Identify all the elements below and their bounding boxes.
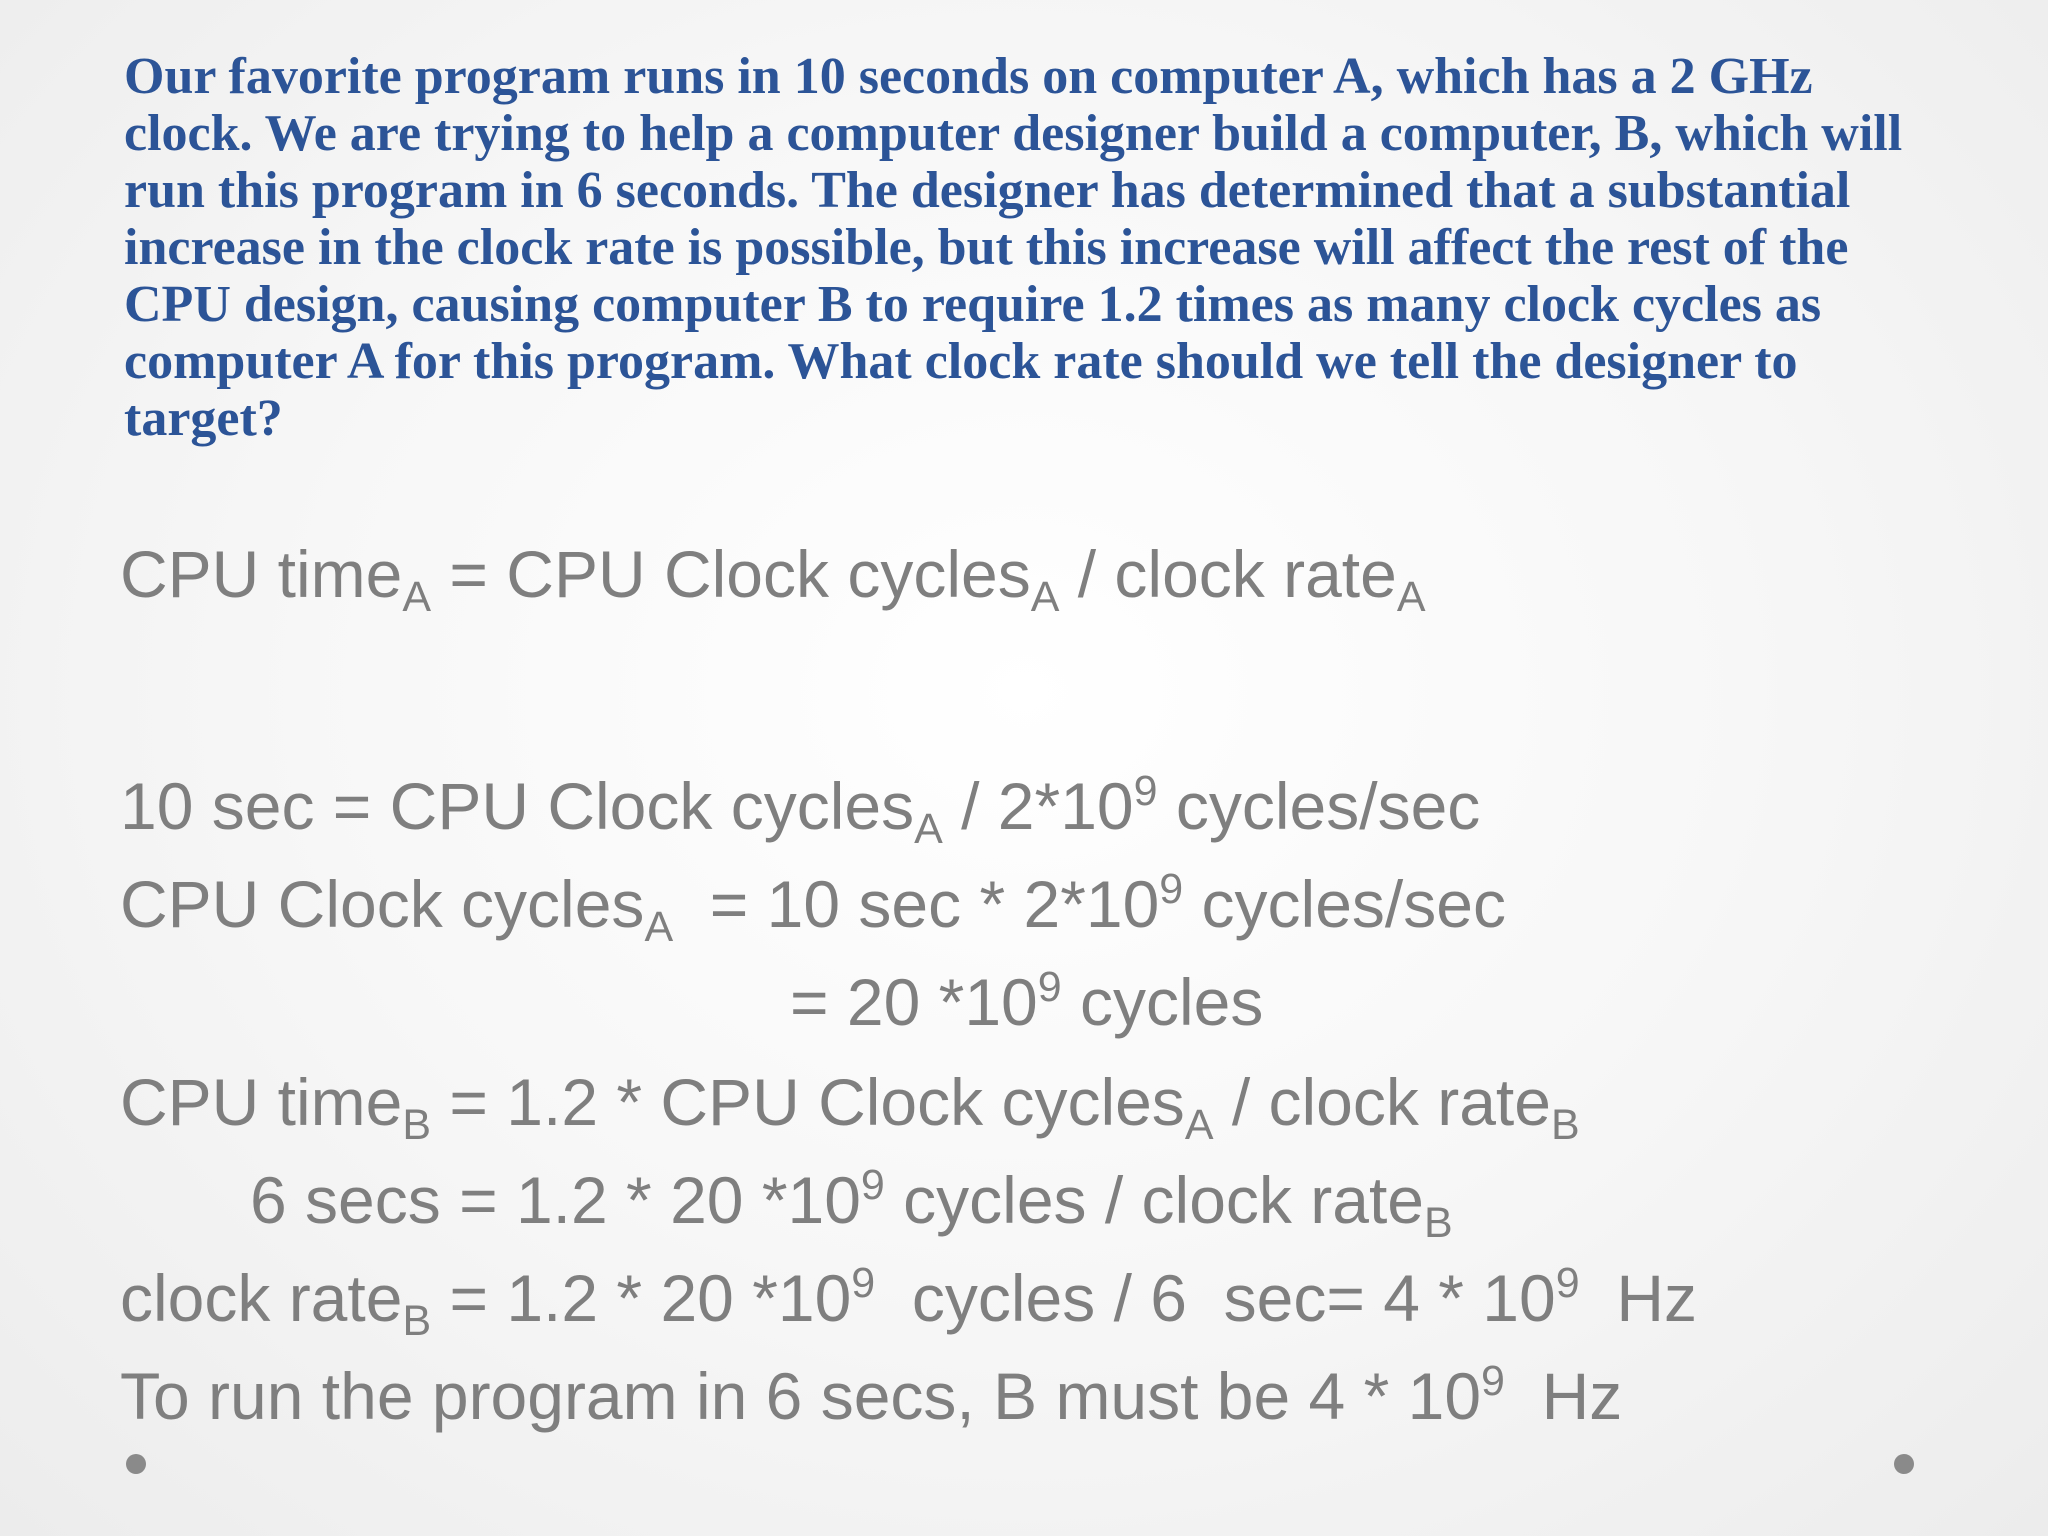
eq-text: = 20 *10 <box>790 965 1038 1039</box>
equation-cpu-time-a <box>120 536 1426 621</box>
eq-text: CPU time <box>120 537 403 611</box>
eq-text: Hz <box>1579 1261 1697 1335</box>
eq-text: cycles/sec <box>1157 769 1481 843</box>
eq-subscript: A <box>1030 573 1060 621</box>
problem-statement: Our favorite program runs in 10 seconds on computer A, which has a 2 GHz clock. We are trying to help a computer designer build a computer, B, which will run this program in 6 seconds. The designer has determined that a substantial increase in the clock rate is possible, but this increase will affect the rest of the CPU design, causing computer B to require 1.2 times as many clock cycles as computer A for this program. What clock rate should we tell the designer to target? <box>124 48 1903 447</box>
eq-subscript: A <box>644 903 674 951</box>
eq-superscript: 9 <box>851 1259 876 1307</box>
left-bullet-dot <box>126 1454 146 1474</box>
eq-text: = 1.2 * 20 *10 <box>431 1261 852 1335</box>
eq-superscript: 9 <box>1481 1357 1505 1405</box>
eq-superscript: 9 <box>1037 963 1062 1011</box>
eq-subscript: B <box>1550 1101 1580 1149</box>
eq-text: = CPU Clock cycles <box>431 537 1031 611</box>
conclusion-line <box>120 1358 1622 1434</box>
eq-text: / clock rate <box>1059 537 1397 611</box>
eq-text: cycles / clock rate <box>884 1163 1424 1237</box>
eq-superscript: 9 <box>1133 767 1158 815</box>
eq-subscript: B <box>402 1297 432 1345</box>
eq-text: 6 secs = 1.2 * 20 *10 <box>250 1163 861 1237</box>
eq-superscript: 9 <box>860 1161 885 1209</box>
eq-subscript: A <box>1184 1101 1214 1149</box>
eq-text: = 10 sec * 2*10 <box>673 867 1160 941</box>
eq-subscript: B <box>1424 1199 1453 1247</box>
equation-20-cycles <box>790 964 1263 1040</box>
right-bullet-dot <box>1894 1454 1914 1474</box>
eq-text: / 2*10 <box>942 769 1134 843</box>
eq-superscript: 9 <box>1555 1259 1580 1307</box>
equation-cpu-time-b <box>120 1064 1580 1149</box>
equation-10-sec <box>120 767 1481 853</box>
eq-superscript: 9 <box>1159 865 1184 913</box>
equation-6-secs <box>250 1161 1453 1247</box>
equation-clock-rate-b <box>120 1259 1697 1345</box>
eq-text: 10 sec = CPU Clock cycles <box>120 769 915 843</box>
eq-text: cycles/sec <box>1183 867 1506 941</box>
equation-clock-cycles-a <box>120 865 1506 951</box>
eq-text: To run the program in 6 secs, B must be 4 * 10 <box>120 1359 1482 1433</box>
eq-text: Hz <box>1504 1359 1623 1433</box>
eq-subscript: B <box>402 1101 432 1149</box>
eq-subscript: A <box>914 805 943 853</box>
eq-text: clock rate <box>120 1261 403 1335</box>
eq-text: CPU time <box>120 1065 403 1139</box>
eq-text: cycles <box>1061 965 1264 1039</box>
eq-text: cycles / 6 sec= 4 * 10 <box>875 1261 1556 1335</box>
eq-text: CPU Clock cycles <box>120 867 645 941</box>
eq-subscript: A <box>1396 573 1426 621</box>
eq-text: / clock rate <box>1213 1065 1551 1139</box>
eq-subscript: A <box>402 573 432 621</box>
eq-text: = 1.2 * CPU Clock cycles <box>431 1065 1185 1139</box>
